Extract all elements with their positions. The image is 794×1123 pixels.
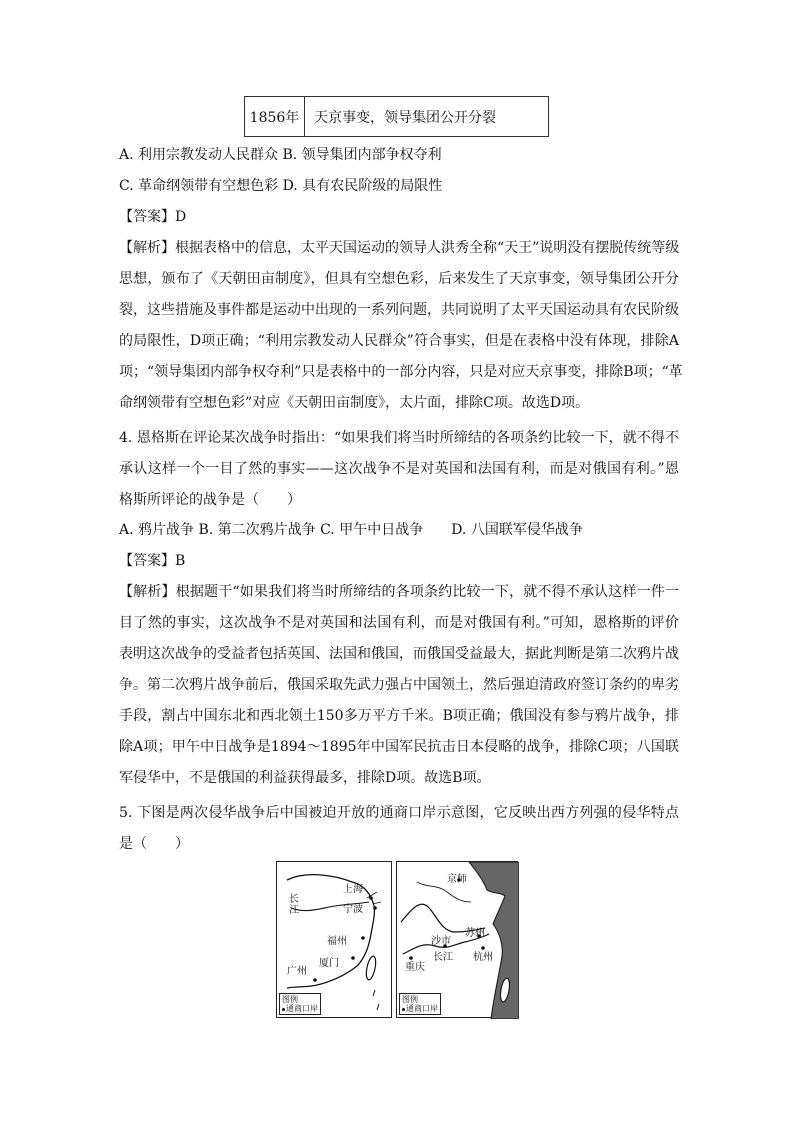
q4-analysis (119, 577, 679, 794)
q5-stem (119, 798, 679, 860)
q4-analysis-line: 除A项；甲午中日战争是1894～1895年中国军民抗击日本侵略的战争，排除C项；八国联 (119, 739, 679, 755)
treaty-ports-maps (276, 861, 518, 1018)
label-ningbo: 宁波 (343, 904, 363, 915)
q3-analysis-line: 裂，这些措施及事件都是运动中出现的一系列问题，共同说明了太平天国运动具有农民阶级 (119, 302, 679, 318)
map1-legend-title: 图例 (282, 995, 298, 1004)
q3-analysis-line: 【解析】根据表格中的信息，太平天国运动的领导人洪秀全称“天王”说明没有摆脱传统等级 (119, 240, 680, 256)
label-xiamen: 厦门 (319, 958, 339, 969)
table-year-cell: 1856年 (245, 97, 305, 136)
map-second-opium-war (396, 861, 518, 1018)
q3-analysis-line: 思想，颁布了《天朝田亩制度》，但具有空想色彩，后来发生了天京事变，领导集团公开分 (119, 271, 679, 287)
q4-stem-line: 4. 恩格斯在评论某次战争时指出：“如果我们将当时所缔结的各项条约比较一下，就不得不 (119, 430, 679, 446)
q4-stem (119, 423, 679, 516)
map2-legend-title: 图例 (402, 995, 418, 1004)
q4-stem-line: 格斯所评论的战争是（ ） (119, 492, 301, 508)
table-event-cell: 天京事变，领导集团公开分裂 (314, 109, 496, 126)
q3-analysis-line: 的局限性，D项正确；“利用宗教发动人民群众”符合事实，但是在表格中没有体现，排除A (119, 333, 679, 349)
q5-stem-line: 是（ ） (119, 836, 189, 852)
map1-legend (279, 993, 321, 1015)
q4-analysis-line: 【解析】根据题干“如果我们将当时所缔结的各项条约比较一下，就不得不承认这样一件一 (119, 584, 679, 600)
label-changjiang-2: 长江 (433, 952, 453, 963)
label-guangzhou: 广州 (287, 966, 307, 977)
q3-analysis (119, 233, 683, 419)
label-suzhou: 苏州 (465, 928, 485, 939)
map2-legend (399, 993, 441, 1015)
q5-stem-line: 5. 下图是两次侵华战争后中国被迫开放的通商口岸示意图，它反映出西方列强的侵华特点 (119, 805, 679, 821)
q4-stem-line: 承认这样一个一目了然的事实——这次战争不是对英国和法国有利，而是对俄国有利。”恩 (119, 461, 679, 477)
label-shanghai: 上海 (343, 884, 363, 895)
q4-analysis-line: 目了然的事实，这次战争不是对英国和法国有利，而是对俄国有利。”可知，恩格斯的评价 (119, 615, 679, 631)
label-hangzhou: 杭州 (473, 952, 493, 963)
label-fuzhou: 福州 (327, 936, 347, 947)
q4-analysis-line: 军侵华中，不是俄国的利益获得最多，排除D项。故选B项。 (119, 770, 491, 786)
q3-analysis-line: 项；“领导集团内部争权夺利”只是表格中的一部分内容，只是对应天京事变，排除B项；“革 (119, 364, 683, 380)
port-dot-icon (402, 1008, 405, 1011)
q3-answer: 【答案】D (119, 209, 187, 225)
q4-analysis-line: 表明这次战争的受益者包括英国、法国和俄国，而俄国受益最大，据此判断是第二次鸦片战 (119, 646, 679, 662)
q3-analysis-line: 命纲领带有空想色彩”对应《天朝田亩制度》，太片面，排除C项。故选D项。 (119, 395, 590, 411)
label-chongqing: 重庆 (405, 962, 425, 973)
label-shashi: 沙市 (431, 936, 451, 947)
q4-answer: 【答案】B (119, 553, 186, 569)
map-first-opium-war (276, 861, 392, 1018)
label-changjiang: 长江 (289, 894, 299, 916)
q3-options-line-1: A. 利用宗教发动人民群众 B. 领导集团内部争权夺利 (119, 147, 442, 163)
q4-analysis-line: 手段，割占中国东北和西北领土150多万平方千米。B项正确；俄国没有参与鸦片战争，排 (119, 708, 679, 724)
label-jingshi: 京师 (447, 874, 467, 885)
map2-legend-item: 通商口岸 (402, 1004, 438, 1013)
q4-analysis-line: 争。第二次鸦片战争前后，俄国采取先武力强占中国领土，然后强迫清政府签订条约的卑劣 (119, 677, 679, 693)
event-table (244, 96, 549, 137)
port-dot-icon (282, 1008, 285, 1011)
q3-options-line-2: C. 革命纲领带有空想色彩 D. 具有农民阶级的局限性 (119, 178, 443, 194)
q4-options: A. 鸦片战争 B. 第二次鸦片战争 C. 甲午中日战争 D. 八国联军侵华战争 (119, 522, 583, 538)
map1-legend-item: 通商口岸 (282, 1004, 318, 1013)
